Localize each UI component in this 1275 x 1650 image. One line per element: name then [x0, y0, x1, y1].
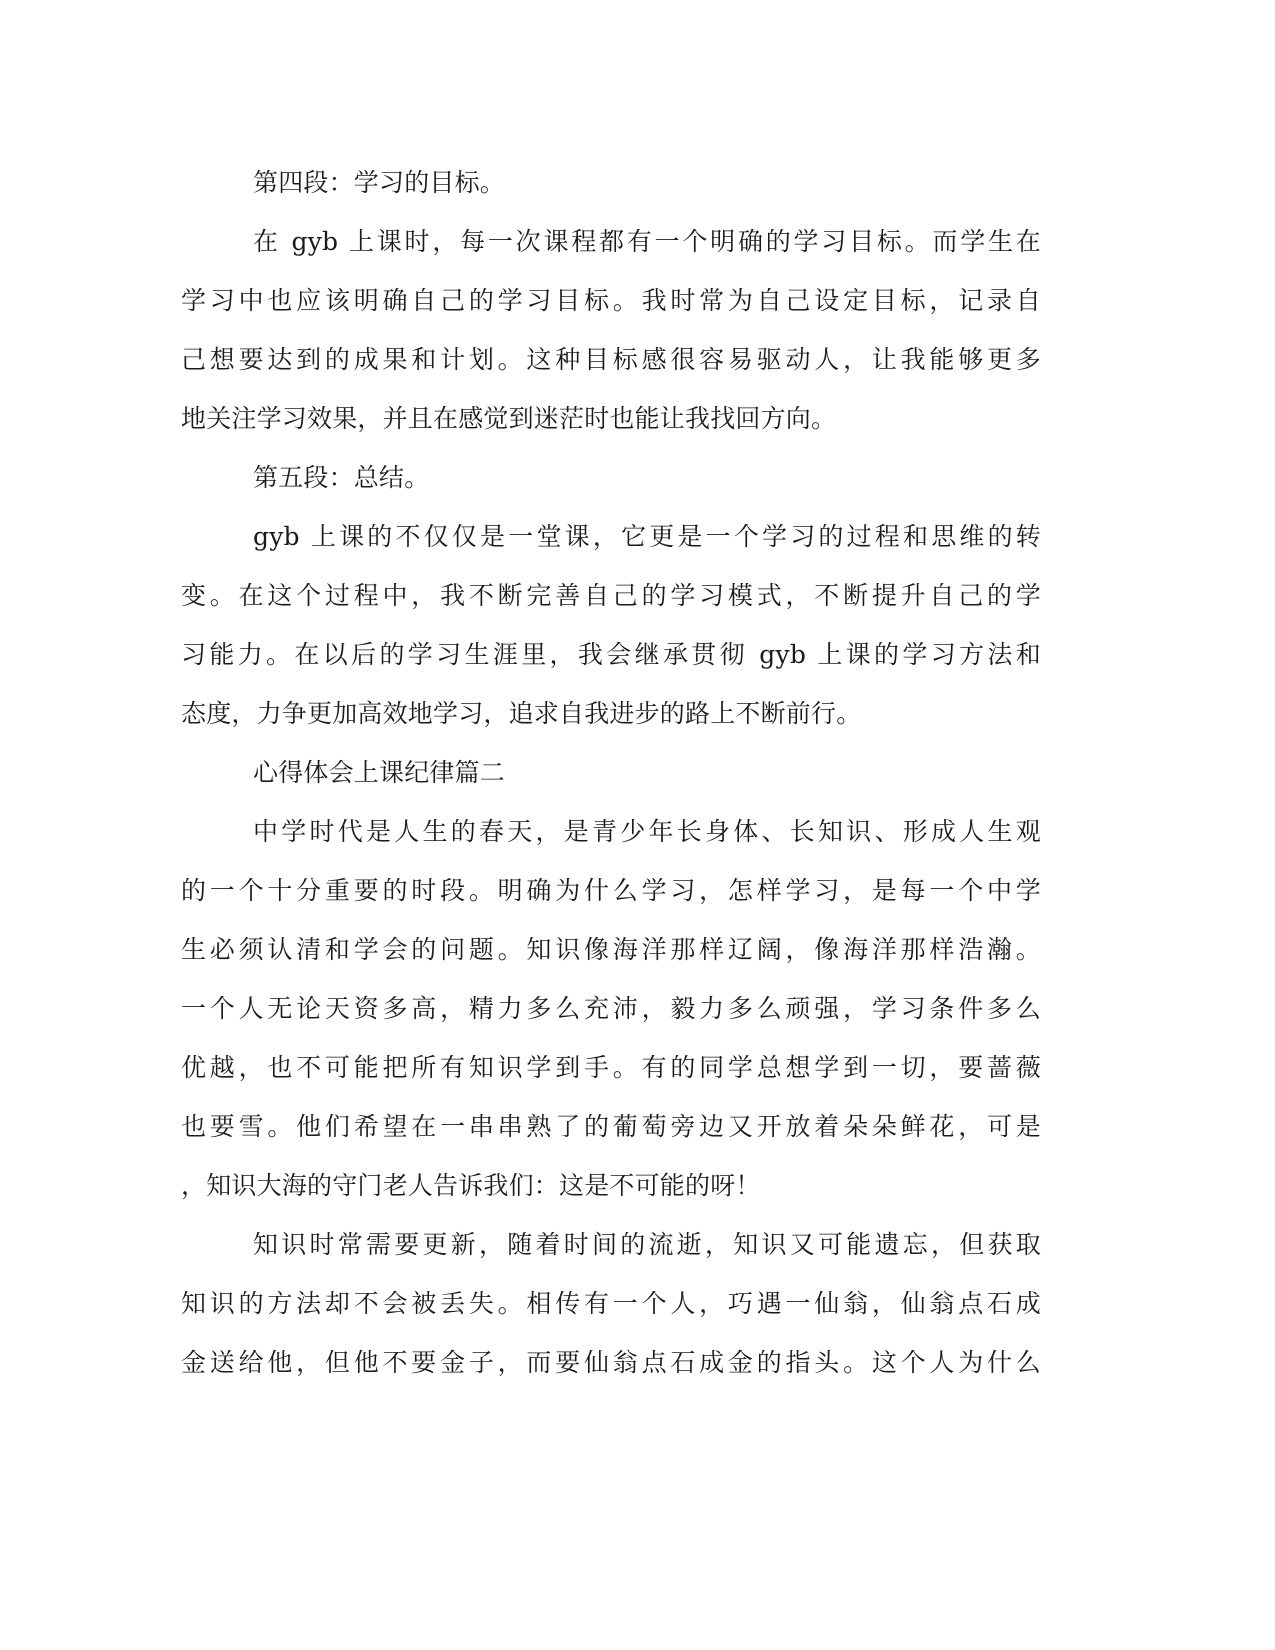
paragraph-line: 在 gyb 上课时，每一次课程都有一个明确的学习目标。而学生在 — [253, 227, 1041, 256]
section-heading: 第四段：学习的目标。 — [253, 168, 506, 197]
paragraph-line: 生必须认清和学会的问题。知识像海洋那样辽阔，像海洋那样浩瀚。 — [181, 935, 1041, 964]
paragraph-line: 的一个十分重要的时段。明确为什么学习，怎样学习，是每一个中学 — [181, 876, 1041, 905]
paragraph-line: 习能力。在以后的学习生涯里，我会继承贯彻 gyb 上课的学习方法和 — [181, 640, 1041, 669]
paragraph-line: 知识时常需要更新，随着时间的流逝，知识又可能遗忘，但获取 — [253, 1230, 1041, 1259]
paragraph-line: 己想要达到的成果和计划。这种目标感很容易驱动人，让我能够更多 — [181, 345, 1041, 374]
paragraph-line: 一个人无论天资多高，精力多么充沛，毅力多么顽强，学习条件多么 — [181, 994, 1041, 1023]
paragraph-line: gyb 上课的不仅仅是一堂课，它更是一个学习的过程和思维的转 — [253, 522, 1041, 551]
paragraph-line: 态度，力争更加高效地学习，追求自我进步的路上不断前行。 — [181, 699, 862, 728]
paragraph-line: 金送给他，但他不要金子，而要仙翁点石成金的指头。这个人为什么 — [181, 1348, 1041, 1377]
paragraph-line: 变。在这个过程中，我不断完善自己的学习模式，不断提升自己的学 — [181, 581, 1041, 610]
paragraph-line: ，知识大海的守门老人告诉我们：这是不可能的呀！ — [181, 1171, 761, 1200]
paragraph-line: 学习中也应该明确自己的学习目标。我时常为自己设定目标，记录自 — [181, 286, 1041, 315]
paragraph-line: 也要雪。他们希望在一串串熟了的葡萄旁边又开放着朵朵鲜花，可是 — [181, 1112, 1041, 1141]
section-heading: 心得体会上课纪律篇二 — [253, 758, 506, 787]
paragraph-line: 优越，也不可能把所有知识学到手。有的同学总想学到一切，要蔷薇 — [181, 1053, 1041, 1082]
paragraph-line: 中学时代是人生的春天，是青少年长身体、长知识、形成人生观 — [253, 817, 1041, 846]
paragraph-line: 地关注学习效果，并且在感觉到迷茫时也能让我找回方向。 — [181, 404, 837, 433]
section-heading: 第五段：总结。 — [253, 463, 430, 492]
paragraph-line: 知识的方法却不会被丢失。相传有一个人，巧遇一仙翁，仙翁点石成 — [181, 1289, 1041, 1318]
document-body — [181, 153, 1041, 1392]
